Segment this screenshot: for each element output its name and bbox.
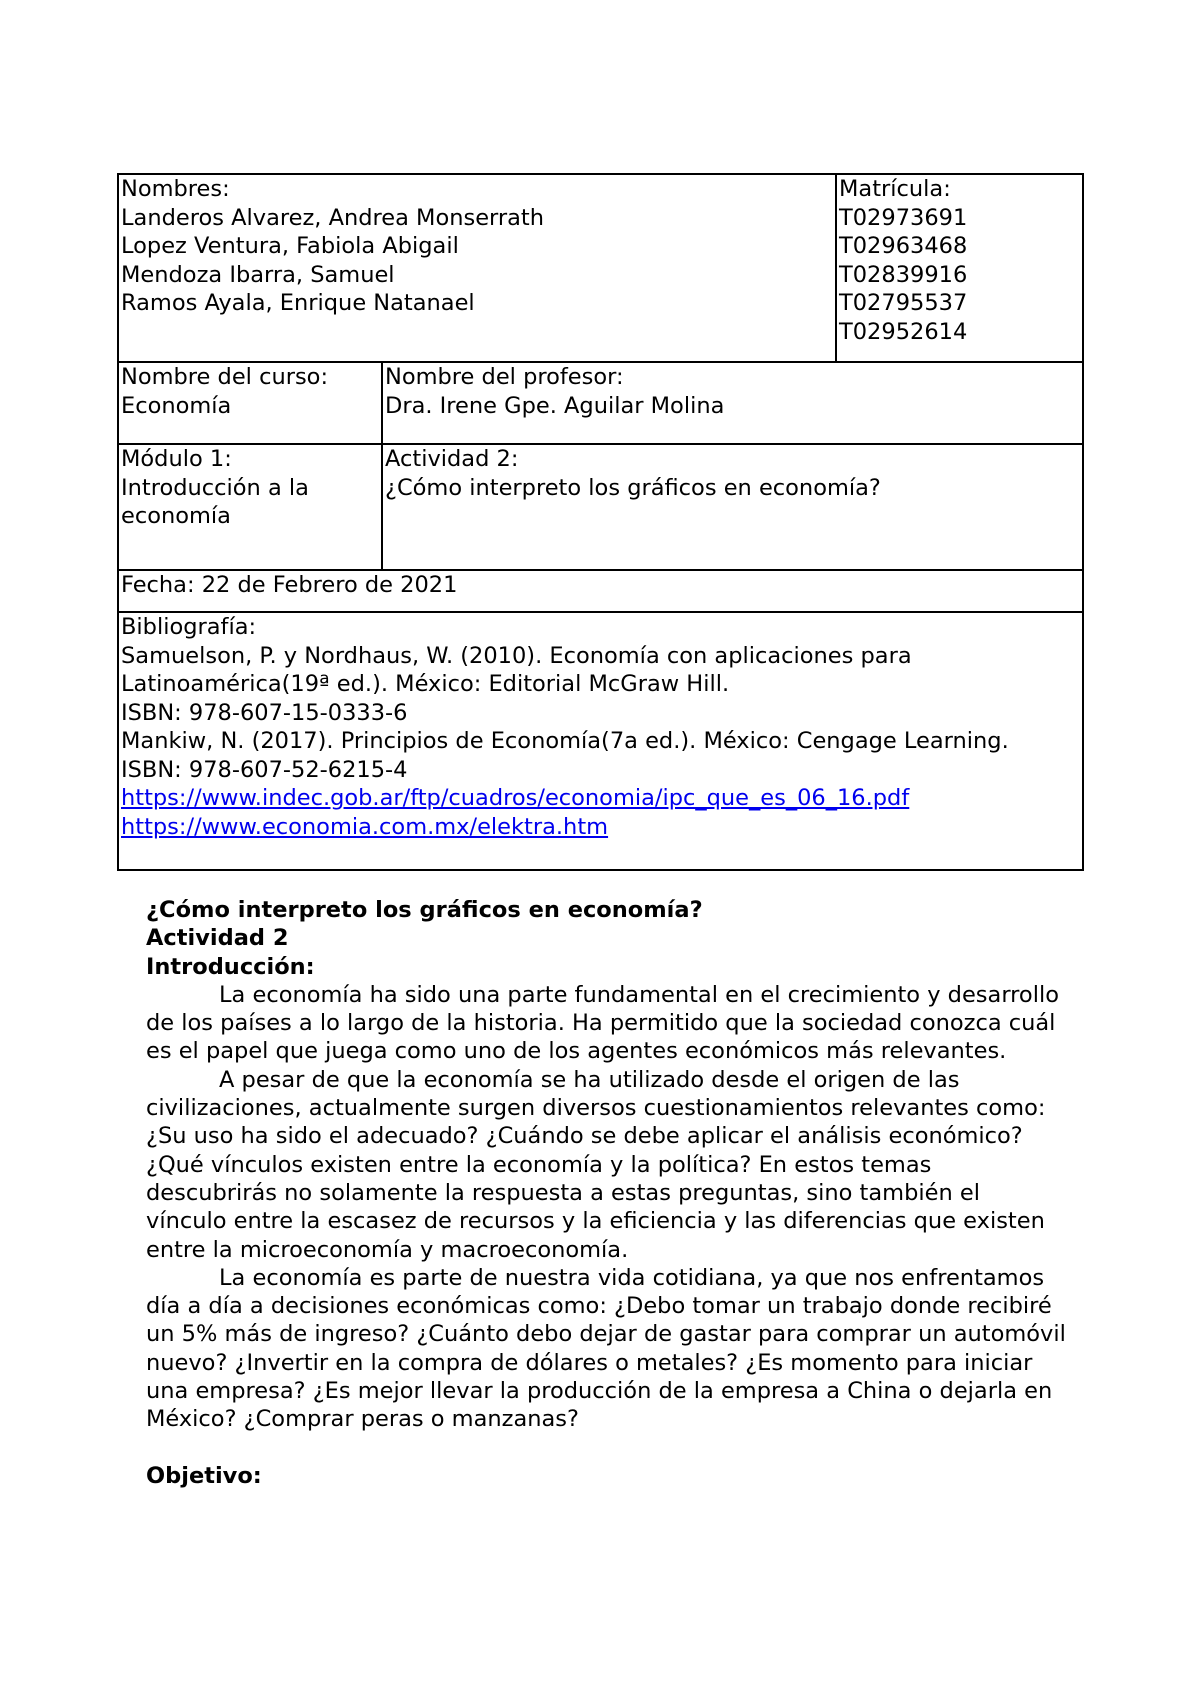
bibliography-entry: Latinoamérica(19ª ed.). México: Editorial McGraw Hill. [121,671,730,697]
bibliography-label: Bibliografía: [121,614,257,640]
matricula-cell [836,174,1083,362]
module-label: Módulo 1: [121,446,232,472]
student-name: Landeros Alvarez, Andrea Monserrath [121,204,545,231]
matricula-id: T02839916 [839,261,968,288]
activity-label: Actividad 2: [385,446,519,472]
professor-name: Dra. Irene Gpe. Aguilar Molina [385,392,725,419]
activity-name: ¿Cómo interpreto los gráficos en economía? [385,474,881,501]
module-name: economía [121,503,231,529]
matricula-label: Matrícula: [839,176,951,202]
names-row [118,174,1083,362]
bibliography-cell [118,612,1083,870]
module-cell [118,444,382,570]
module-name: Introducción a la [121,474,309,501]
document-body [146,896,1066,1490]
course-row [118,362,1083,444]
intro-paragraph: La economía es parte de nuestra vida cotidiana, ya que nos enfrentamos día a día a decisiones económicas como: ¿Debo tomar un trabajo donde recibiré un 5% más de ingreso? ¿Cuánto debo dejar de gastar para comprar un automóvil nuevo? ¿Invertir en la compra de dólares o metales? ¿Es momento para iniciar una empresa? ¿Es mejor llevar la producción de la empresa a China o dejarla en México? ¿Comprar peras o manzanas? [146,1264,1066,1433]
objective-heading: Objetivo: [146,1462,262,1489]
intro-heading: Introducción: [146,953,315,980]
cover-info-table [117,173,1084,871]
names-label: Nombres: [121,176,230,202]
activity-subtitle: Actividad 2 [146,925,289,952]
professor-cell [382,362,1083,444]
date-row [118,570,1083,612]
bibliography-entry: Mankiw, N. (2017). Principios de Economía(7a ed.). México: Cengage Learning. [121,728,1009,754]
matricula-id: T02952614 [839,318,968,345]
student-name: Lopez Ventura, Fabiola Abigail [121,233,459,259]
course-cell [118,362,382,444]
indec-link[interactable]: https://www.indec.gob.ar/ftp/cuadros/economia/ipc_que_es_06_16.pdf [121,785,910,811]
names-cell [118,174,836,362]
matricula-id: T02963468 [839,233,968,259]
student-name: Ramos Ayala, Enrique Natanael [121,290,475,316]
bibliography-entry: ISBN: 978-607-52-6215-4 [121,756,408,783]
document-title: ¿Cómo interpreto los gráficos en economía? [146,897,703,923]
paragraph-spacer [146,1434,1066,1462]
economia-link[interactable]: https://www.economia.com.mx/elektra.htm [121,813,609,840]
course-name: Economía [121,392,232,419]
module-row [118,444,1083,570]
student-name: Mendoza Ibarra, Samuel [121,261,395,288]
bibliography-entry: Samuelson, P. y Nordhaus, W. (2010). Economía con aplicaciones para [121,642,912,669]
intro-paragraph: A pesar de que la economía se ha utilizado desde el origen de las civilizaciones, actualmente surgen diversos cuestionamientos relevantes como: ¿Su uso ha sido el adecuado? ¿Cuándo se debe aplicar el análisis económico? ¿Qué vínculos existen entre la economía y la política? En estos temas descubrirás no solamente la respuesta a estas preguntas, sino también el vínculo entre la escasez de recursos y la eficiencia y las diferencias que existen entre la microeconomía y macroeconomía. [146,1066,1046,1263]
bibliography-row [118,612,1083,870]
activity-cell [382,444,1083,570]
course-label: Nombre del curso: [121,364,329,390]
date-cell [118,570,1083,612]
bibliography-entry: ISBN: 978-607-15-0333-6 [121,699,408,726]
matricula-id: T02795537 [839,290,968,316]
intro-paragraph: La economía ha sido una parte fundamental en el crecimiento y desarrollo de los países a lo largo de la historia. Ha permitido que la sociedad conozca cuál es el papel que juega como uno de los agentes económicos más relevantes. [146,981,1059,1065]
matricula-id: T02973691 [839,204,968,231]
date-text: Fecha: 22 de Febrero de 2021 [121,572,458,598]
professor-label: Nombre del profesor: [385,364,624,390]
